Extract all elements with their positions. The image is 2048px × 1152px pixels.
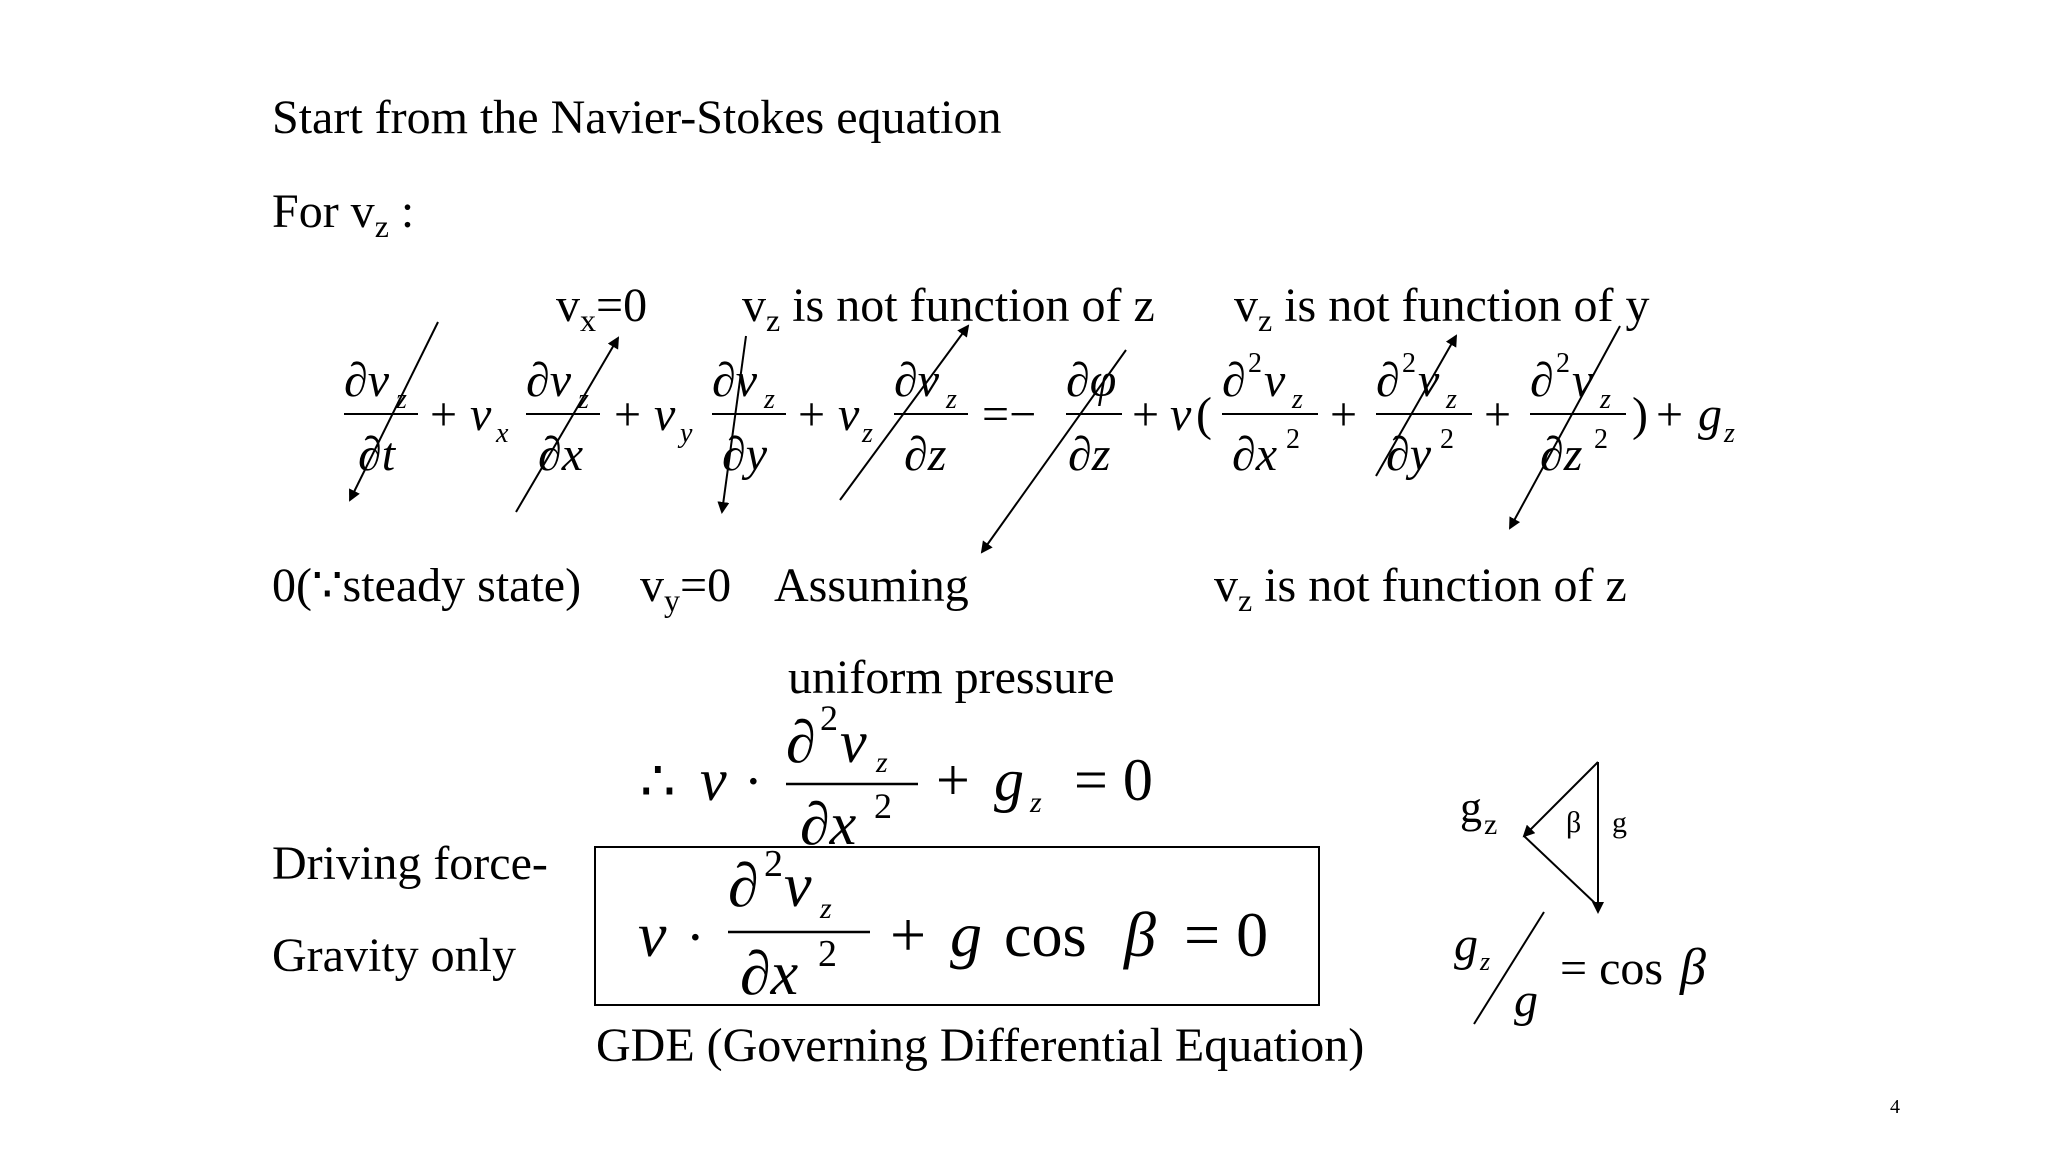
svg-text:ν: ν: [1170, 388, 1192, 441]
svg-text:2: 2: [1556, 348, 1570, 379]
svg-text:∂x: ∂x: [538, 428, 584, 481]
svg-text:v: v: [784, 852, 812, 920]
svg-text:v: v: [1572, 354, 1594, 407]
svg-text:=−: =−: [982, 388, 1037, 441]
svg-text:z: z: [1030, 786, 1042, 819]
gz-label-sub: z: [1484, 808, 1498, 841]
svg-text:∂x: ∂x: [740, 940, 799, 1008]
svg-text:∂t: ∂t: [358, 428, 396, 481]
svg-text:g: g: [950, 899, 982, 970]
svg-text:= 0: = 0: [1074, 747, 1153, 813]
note-vzy-sub: z: [1258, 302, 1273, 338]
svg-text:v: v: [838, 388, 860, 441]
note-vzz-rest: is not function of z: [780, 279, 1155, 332]
svg-text:2: 2: [820, 698, 838, 738]
for-sub: z: [374, 208, 389, 244]
navier-stokes-equation: [344, 348, 1735, 481]
svg-text:g: g: [1454, 918, 1478, 971]
note-vy-base: v: [640, 559, 664, 612]
note-assuming: Assuming: [774, 559, 969, 612]
svg-text:∂x: ∂x: [1232, 428, 1278, 481]
svg-text:∂v: ∂v: [526, 354, 572, 407]
svg-text:v: v: [654, 388, 676, 441]
svg-text:2: 2: [1594, 424, 1608, 455]
ratio-equation: [1454, 912, 1706, 1027]
svg-text:∂v: ∂v: [712, 354, 758, 407]
svg-text:z: z: [396, 384, 407, 415]
svg-text:∂y: ∂y: [722, 428, 768, 481]
svg-text:∂z: ∂z: [1068, 428, 1111, 481]
g-label: g: [1612, 806, 1627, 839]
svg-text:z: z: [764, 384, 775, 415]
svg-text:z: z: [946, 384, 957, 415]
svg-text:v: v: [840, 709, 867, 775]
gravity-triangle: [1524, 762, 1598, 912]
svg-text:z: z: [1480, 947, 1491, 976]
svg-text:+: +: [614, 388, 642, 441]
svg-text:+: +: [1132, 388, 1160, 441]
svg-text:2: 2: [1248, 348, 1262, 379]
svg-text:g: g: [994, 747, 1024, 813]
note-vy-sub: y: [664, 582, 680, 618]
svg-text:2: 2: [764, 843, 783, 885]
svg-text:β: β: [1680, 939, 1706, 996]
svg-text:2: 2: [818, 933, 837, 975]
beta-label: β: [1566, 806, 1582, 839]
svg-text:∂: ∂: [1530, 354, 1554, 407]
svg-text:+: +: [890, 899, 927, 970]
svg-text:cos: cos: [1004, 902, 1087, 970]
gz-label: g: [1460, 783, 1482, 832]
svg-text:ν: ν: [700, 747, 727, 813]
svg-text:g: g: [1514, 974, 1538, 1027]
driving-force-label: Driving force-: [272, 837, 548, 890]
svg-text:+: +: [798, 388, 826, 441]
svg-text:+: +: [1656, 388, 1684, 441]
note-vzy-base: v: [1234, 279, 1258, 332]
svg-text:z: z: [1724, 418, 1735, 449]
svg-text:+: +: [936, 747, 970, 813]
note-vzz2-base: v: [1214, 559, 1238, 612]
svg-text:x: x: [496, 418, 509, 449]
svg-text:v: v: [470, 388, 492, 441]
note-vzz2-rest: is not function of z: [1252, 559, 1627, 612]
svg-text:+: +: [1330, 388, 1358, 441]
note-vx-rest: =0: [596, 279, 648, 332]
svg-text:∂z: ∂z: [1540, 428, 1583, 481]
svg-text:y: y: [680, 418, 693, 449]
svg-text:z: z: [1600, 384, 1611, 415]
svg-text:∂φ: ∂φ: [1066, 354, 1117, 407]
svg-text:β: β: [1124, 899, 1156, 970]
svg-text:(: (: [1196, 388, 1212, 441]
svg-text:): ): [1632, 388, 1648, 441]
note-vx-sub: x: [580, 302, 596, 338]
note-vy-rest: =0: [680, 559, 732, 612]
svg-text:v: v: [1418, 354, 1440, 407]
slide-heading: Start from the Navier-Stokes equation: [272, 91, 1002, 144]
reduced-equation: [640, 698, 1153, 857]
svg-text:v: v: [1264, 354, 1286, 407]
svg-text:g: g: [1698, 388, 1722, 441]
gravity-only-label: Gravity only: [272, 929, 516, 982]
svg-text:∂: ∂: [786, 709, 816, 775]
note-steady-state: 0(∵steady state): [272, 559, 582, 612]
svg-text:·: ·: [686, 907, 705, 969]
gde-equation: [638, 843, 1268, 1008]
page-number: 4: [1890, 1096, 1900, 1118]
note-vzz2-sub: z: [1238, 582, 1253, 618]
note-uniform-pressure: uniform pressure: [788, 651, 1115, 704]
svg-text:+: +: [1484, 388, 1512, 441]
svg-text:z: z: [1446, 384, 1457, 415]
triangle-labels: [1460, 783, 1627, 841]
svg-text:∂x: ∂x: [800, 791, 857, 857]
svg-text:= 0: = 0: [1184, 899, 1269, 970]
svg-text:∂: ∂: [728, 852, 759, 920]
svg-text:2: 2: [874, 786, 892, 826]
svg-text:2: 2: [1440, 424, 1454, 455]
svg-text:·: ·: [744, 751, 763, 813]
svg-text:z: z: [820, 892, 832, 925]
svg-text:+: +: [430, 388, 458, 441]
note-vzz-sub: z: [766, 302, 781, 338]
svg-text:∂: ∂: [1376, 354, 1400, 407]
svg-text:∂y: ∂y: [1386, 428, 1432, 481]
svg-text:2: 2: [1402, 348, 1416, 379]
gde-caption: GDE (Governing Differential Equation): [596, 1019, 1365, 1072]
note-vzy-rest: is not function of y: [1272, 279, 1650, 332]
svg-text:2: 2: [1286, 424, 1300, 455]
for-prefix: For v: [272, 185, 375, 238]
svg-text:z: z: [876, 746, 888, 779]
note-vx-base: v: [556, 279, 580, 332]
svg-text:∂v: ∂v: [344, 354, 390, 407]
svg-text:z: z: [862, 418, 873, 449]
svg-text:∂z: ∂z: [904, 428, 947, 481]
svg-text:= cos: = cos: [1560, 942, 1664, 995]
for-suffix: :: [388, 185, 415, 238]
svg-text:∴: ∴: [640, 751, 676, 813]
svg-text:z: z: [1292, 384, 1303, 415]
note-vzz-base: v: [742, 279, 766, 332]
svg-text:∂v: ∂v: [894, 354, 940, 407]
svg-text:∂: ∂: [1222, 354, 1246, 407]
svg-text:z: z: [578, 384, 589, 415]
svg-text:ν: ν: [638, 899, 667, 970]
